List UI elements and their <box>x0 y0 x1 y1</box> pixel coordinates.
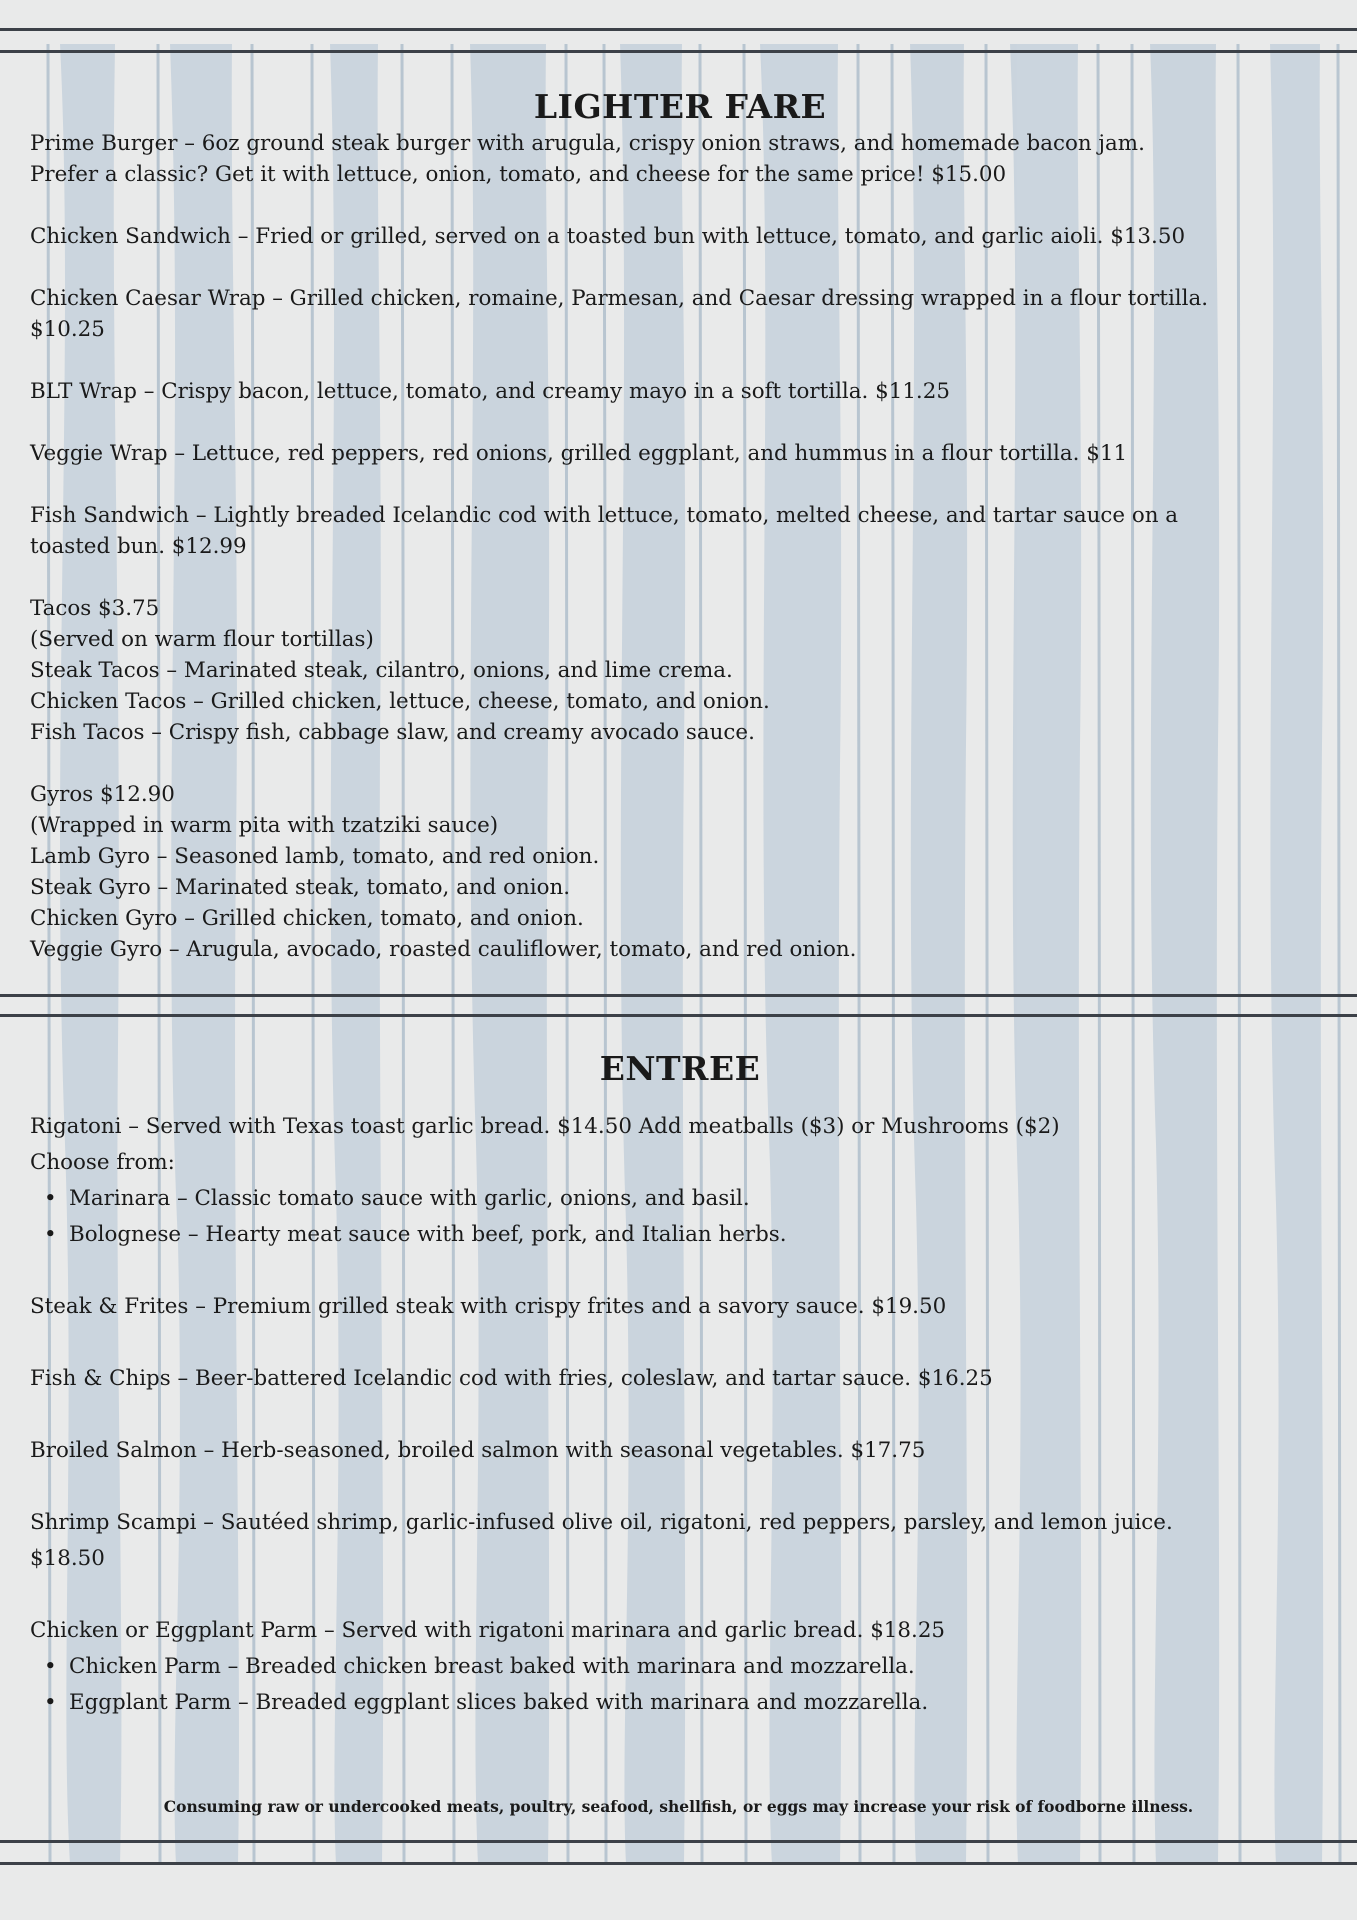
bullet-dot-icon: • <box>44 1222 57 1247</box>
menu-item-line: Fish & Chips – Beer-battered Icelandic cod with fries, coleslaw, and tartar sauce. $16.25 <box>30 1366 993 1391</box>
menu-item-line: Steak Tacos – Marinated steak, cilantro, onions, and lime crema. <box>30 658 733 683</box>
item-spacer <box>30 1397 1330 1433</box>
menu-item-line: Chicken Gyro – Grilled chicken, tomato, and onion. <box>30 906 584 931</box>
menu-item-line: Tacos $3.75 <box>30 596 160 621</box>
menu-item <box>30 438 1330 469</box>
menu-item <box>30 1433 1330 1469</box>
lighter-fare-heading: LIGHTER FARE <box>533 87 827 126</box>
bullet-text: Marinara – Classic tomato sauce with garlic, onions, and basil. <box>69 1186 750 1211</box>
menu-item <box>30 128 1330 190</box>
menu-item-line: Prime Burger – 6oz ground steak burger with arugula, crispy onion straws, and homemade bacon jam. <box>30 131 1145 156</box>
menu-item <box>30 1361 1330 1397</box>
top-rule-1 <box>0 28 1357 31</box>
item-spacer <box>30 562 1330 593</box>
menu-item-bullet <box>30 1181 1330 1217</box>
menu-item-line: Lamb Gyro – Seasoned lamb, tomato, and red onion. <box>30 844 600 869</box>
section-divider-1 <box>0 994 1357 997</box>
bullet-text: Chicken Parm – Breaded chicken breast baked with marinara and mozzarella. <box>69 1654 915 1679</box>
menu-item <box>30 500 1330 562</box>
menu-item-bullet <box>30 1685 1330 1721</box>
menu-item-line: Chicken or Eggplant Parm – Served with rigatoni marinara and garlic bread. $18.25 <box>30 1618 946 1643</box>
menu-item-line: Veggie Wrap – Lettuce, red peppers, red onions, grilled eggplant, and hummus in a flour tortilla. $11 <box>30 441 1128 466</box>
bullet-dot-icon: • <box>44 1654 57 1679</box>
menu-item-line: Chicken Tacos – Grilled chicken, lettuce, cheese, tomato, and onion. <box>30 689 770 714</box>
menu-item-line: Chicken Caesar Wrap – Grilled chicken, romaine, Parmesan, and Caesar dressing wrapped in a flour tortilla. <box>30 286 1209 311</box>
menu-item-line: Broiled Salmon – Herb-seasoned, broiled salmon with seasonal vegetables. $17.75 <box>30 1438 926 1463</box>
item-spacer <box>30 1253 1330 1289</box>
bullet-dot-icon: • <box>44 1690 57 1715</box>
menu-item-line: Steak & Frites – Premium grilled steak with crispy frites and a savory sauce. $19.50 <box>30 1294 947 1319</box>
menu-item <box>30 1109 1330 1253</box>
menu-item-line: Fish Sandwich – Lightly breaded Icelandic cod with lettuce, tomato, melted cheese, and tartar sauce on a <box>30 503 1179 528</box>
item-spacer <box>30 252 1330 283</box>
menu-item-line: Chicken Sandwich – Fried or grilled, served on a toasted bun with lettuce, tomato, and garlic aioli. $13.50 <box>30 224 1186 249</box>
menu-item-line: Choose from: <box>30 1150 175 1175</box>
bullet-text: Eggplant Parm – Breaded eggplant slices baked with marinara and mozzarella. <box>69 1690 929 1715</box>
menu-item-line: BLT Wrap – Crispy bacon, lettuce, tomato, and creamy mayo in a soft tortilla. $11.25 <box>30 379 950 404</box>
menu-item <box>30 779 1330 965</box>
item-spacer <box>30 1577 1330 1613</box>
lighter-fare-items <box>30 128 1330 965</box>
item-spacer <box>30 748 1330 779</box>
menu-item-line: Shrimp Scampi – Sautéed shrimp, garlic-infused olive oil, rigatoni, red peppers, parsley, and lemon juice. <box>30 1510 1173 1535</box>
bullet-text: Bolognese – Hearty meat sauce with beef, pork, and Italian herbs. <box>69 1222 787 1247</box>
menu-item-line: Fish Tacos – Crispy fish, cabbage slaw, and creamy avocado sauce. <box>30 720 755 745</box>
bottom-rule-2 <box>0 1862 1357 1865</box>
food-safety-footnote: Consuming raw or undercooked meats, poultry, seafood, shellfish, or eggs may increase your risk of foodborne illness. <box>163 1797 1194 1816</box>
menu-item-bullet <box>30 1217 1330 1253</box>
menu-item-line: Gyros $12.90 <box>30 782 175 807</box>
section-divider-2 <box>0 1014 1357 1017</box>
menu-item-line: toasted bun. $12.99 <box>30 534 247 559</box>
entree-items <box>30 1109 1330 1721</box>
menu-item <box>30 376 1330 407</box>
entree-heading: ENTREE <box>599 1049 761 1088</box>
menu-item <box>30 1505 1330 1577</box>
bottom-rule-1 <box>0 1840 1357 1843</box>
menu-item-line: Prefer a classic? Get it with lettuce, onion, tomato, and cheese for the same price! $15.00 <box>30 162 1007 187</box>
menu-item <box>30 221 1330 252</box>
item-spacer <box>30 190 1330 221</box>
menu-item-line: (Served on warm flour tortillas) <box>30 627 374 652</box>
menu-item-line: Steak Gyro – Marinated steak, tomato, and onion. <box>30 875 571 900</box>
menu-item-line: Rigatoni – Served with Texas toast garlic bread. $14.50 Add meatballs ($3) or Mushrooms ($2) <box>30 1114 1060 1139</box>
menu-item <box>30 593 1330 748</box>
item-spacer <box>30 407 1330 438</box>
item-spacer <box>30 1469 1330 1505</box>
menu-item <box>30 283 1330 345</box>
menu-item-line: $10.25 <box>30 317 105 342</box>
menu-item-bullet <box>30 1649 1330 1685</box>
lighter-fare-section <box>30 87 1330 965</box>
menu-item-line: $18.50 <box>30 1546 105 1571</box>
menu-item <box>30 1289 1330 1325</box>
menu-item-line: (Wrapped in warm pita with tzatziki sauce) <box>30 813 499 838</box>
item-spacer <box>30 345 1330 376</box>
item-spacer <box>30 469 1330 500</box>
menu-item-line: Veggie Gyro – Arugula, avocado, roasted cauliflower, tomato, and red onion. <box>30 937 857 962</box>
menu-item <box>30 1613 1330 1721</box>
item-spacer <box>30 1325 1330 1361</box>
top-rule-2 <box>0 50 1357 53</box>
bullet-dot-icon: • <box>44 1186 57 1211</box>
entree-section <box>30 1049 1330 1721</box>
